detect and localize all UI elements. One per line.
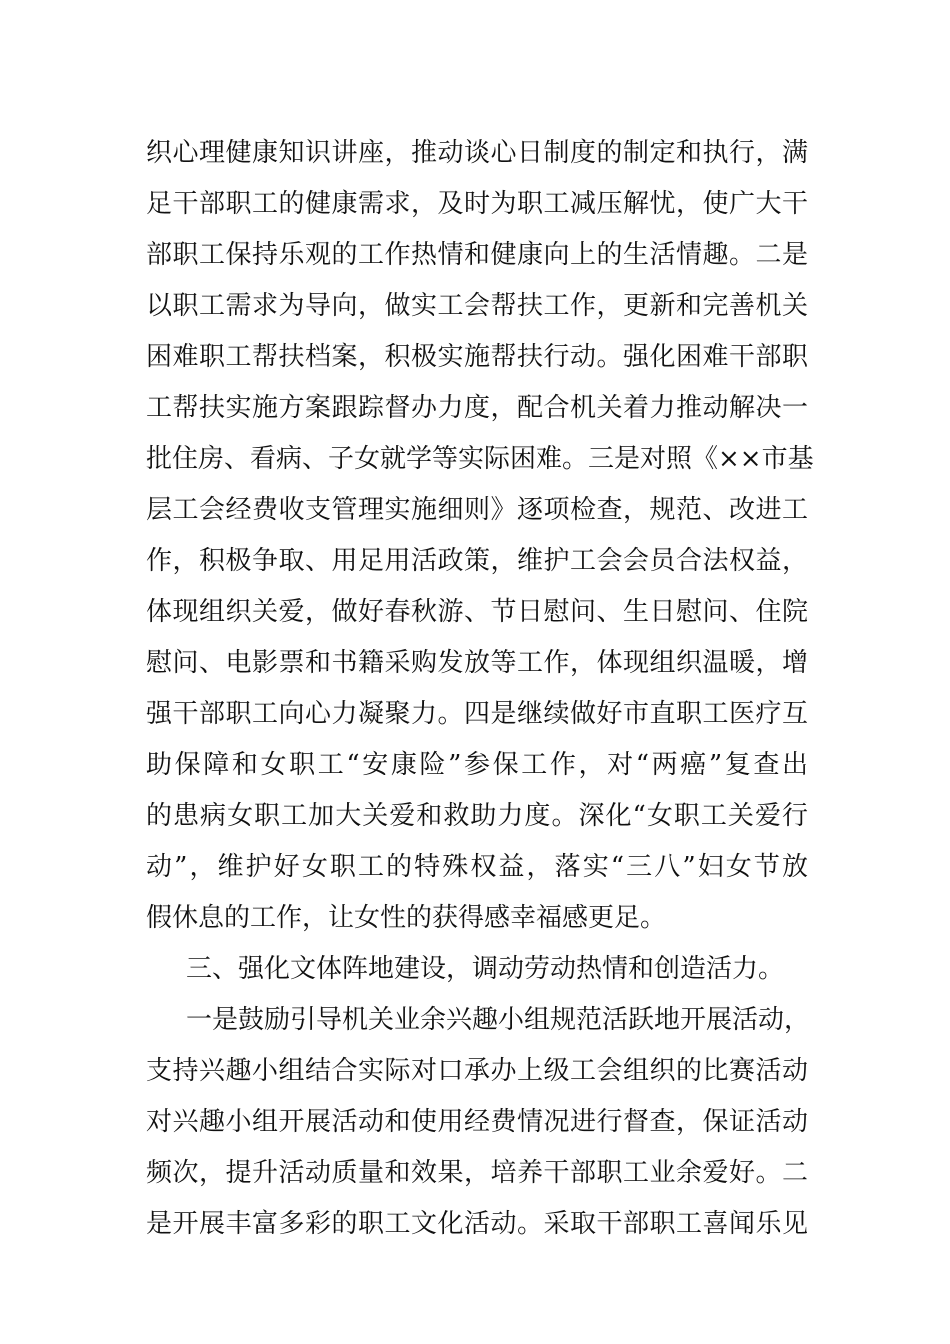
text-line: 助保障和女职工“安康险”参保工作，对“两癌”复查出 (146, 750, 808, 780)
text-line: 足干部职工的健康需求，及时为职工减压解忧，使广大干 (146, 189, 808, 219)
text-line: 体现组织关爱，做好春秋游、节日慰问、生日慰问、住院 (146, 597, 808, 627)
text-line: 织心理健康知识讲座，推动谈心日制度的制定和执行，满 (146, 138, 808, 168)
text-line: 假休息的工作，让女性的获得感幸福感更足。 (146, 903, 667, 933)
text-line: 部职工保持乐观的工作热情和健康向上的生活情趣。二是 (146, 240, 808, 270)
text-line: 支持兴趣小组结合实际对口承办上级工会组织的比赛活动 (146, 1056, 808, 1086)
text-line: 对兴趣小组开展活动和使用经费情况进行督查，保证活动 (146, 1107, 808, 1137)
text-line: 以职工需求为导向，做实工会帮扶工作，更新和完善机关 (146, 291, 808, 321)
text-line: 困难职工帮扶档案，积极实施帮扶行动。强化困难干部职 (146, 342, 808, 372)
text-line: 频次，提升活动质量和效果，培养干部职工业余爱好。二 (146, 1158, 808, 1188)
text-line: 批住房、看病、子女就学等实际困难。三是对照《××市基 (146, 444, 814, 474)
section-heading: 三、强化文体阵地建设，调动劳动热情和创造活力。 (186, 954, 785, 984)
text-line: 的患病女职工加大关爱和救助力度。深化“女职工关爱行 (146, 801, 808, 831)
text-line: 层工会经费收支管理实施细则》逐项检查，规范、改进工 (146, 495, 808, 525)
text-line: 作，积极争取、用足用活政策，维护工会会员合法权益， (146, 546, 808, 576)
text-line: 强干部职工向心力凝聚力。四是继续做好市直职工医疗互 (146, 699, 808, 729)
text-line: 工帮扶实施方案跟踪督办力度，配合机关着力推动解决一 (146, 393, 808, 423)
text-line: 是开展丰富多彩的职工文化活动。采取干部职工喜闻乐见 (146, 1209, 808, 1239)
text-line: 一是鼓励引导机关业余兴趣小组规范活跃地开展活动， (186, 1005, 811, 1035)
text-line: 慰问、电影票和书籍采购发放等工作，体现组织温暖，增 (146, 648, 808, 678)
text-line: 动”，维护好女职工的特殊权益，落实“三八”妇女节放 (146, 852, 808, 882)
document-body (146, 128, 814, 1250)
